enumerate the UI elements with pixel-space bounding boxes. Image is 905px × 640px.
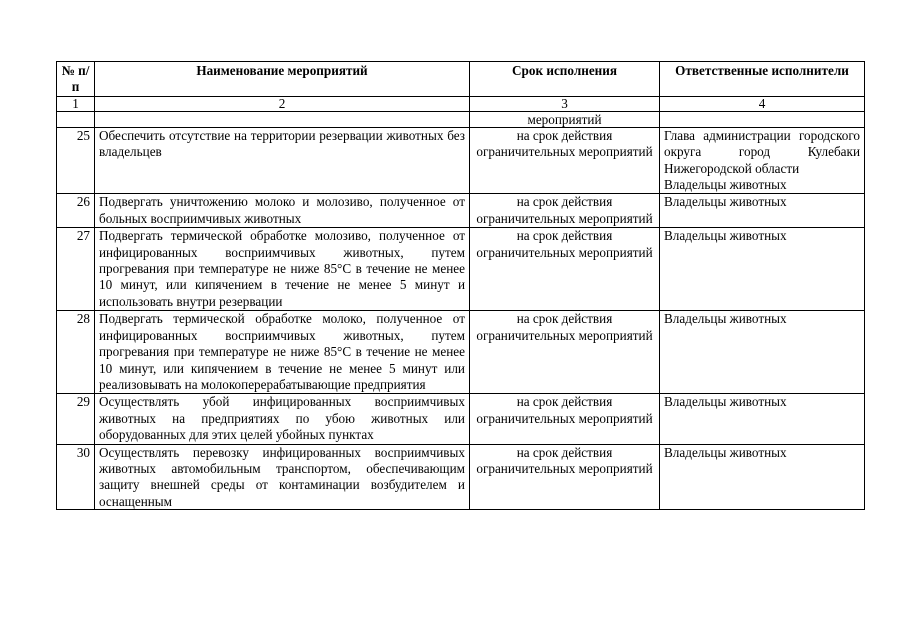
measure-responsible: Владельцы животных — [660, 444, 865, 509]
measure-name: Подвергать термической обработке молоко, полученное от инфицированных восприимчивых животных, путем прогревания при температуре не ниже 85°С в течение не менее 10 минут, или кипячением в течение не менее 5 минут или реализовывать на молокоперерабатывающие предприятия — [95, 311, 470, 394]
column-number: 2 — [95, 96, 470, 111]
measure-responsible — [660, 111, 865, 127]
measure-name: Подвергать термической обработке молозиво, полученное от инфицированных восприимчивых животных, путем прогревания при температуре не ниже 85°С в течение не менее 10 минут, или кипячением в течение не менее 5 минут и использовать внутри резервации — [95, 228, 470, 311]
table-row — [57, 127, 865, 194]
header-name: Наименование мероприятий — [95, 62, 470, 97]
row-number: 28 — [57, 311, 95, 394]
table-header-row — [57, 62, 865, 97]
header-num: № п/п — [57, 62, 95, 97]
table-row — [57, 311, 865, 394]
measure-responsible: Владельцы животных — [660, 311, 865, 394]
header-resp: Ответственные исполнители — [660, 62, 865, 97]
column-number: 4 — [660, 96, 865, 111]
row-number — [57, 111, 95, 127]
row-number: 26 — [57, 194, 95, 228]
responsible-administration: Глава администрации городского округа город Кулебаки Нижегородской области — [664, 127, 860, 176]
measure-name: Подвергать уничтожению молоко и молозиво, полученное от больных восприимчивых животных — [95, 194, 470, 228]
measures-table — [56, 61, 865, 510]
measure-term: мероприятий — [470, 111, 660, 127]
measure-name — [95, 444, 470, 509]
row-number: 25 — [57, 127, 95, 194]
table-row — [57, 228, 865, 311]
table-row — [57, 444, 865, 509]
header-term: Срок исполнения — [470, 62, 660, 97]
measure-name — [95, 111, 470, 127]
column-number: 1 — [57, 96, 95, 111]
measure-responsible — [660, 127, 865, 194]
measure-term: на срок действия ограничительных мероприятий — [470, 228, 660, 311]
row-number: 30 — [57, 444, 95, 509]
measure-responsible: Владельцы животных — [660, 194, 865, 228]
measure-name-text: Осуществлять перевозку инфицированных восприимчивых животных автомобильным транспортом, обеспечивающим защиту внешней среды от контаминации возбудителем и оснащенным — [99, 444, 465, 509]
measure-term: на срок действия ограничительных мероприятий — [470, 394, 660, 444]
measure-name: Осуществлять убой инфицированных восприимчивых животных на предприятиях по убою животных или оборудованных для этих целей убойных пунктах — [95, 394, 470, 444]
row-number: 27 — [57, 228, 95, 311]
row-number: 29 — [57, 394, 95, 444]
measure-responsible: Владельцы животных — [660, 394, 865, 444]
measure-term: на срок действия ограничительных мероприятий — [470, 194, 660, 228]
measure-term: на срок действия ограничительных мероприятий — [470, 127, 660, 194]
responsible-owners: Владельцы животных — [664, 177, 787, 193]
measure-name: Обеспечить отсутствие на территории резервации животных без владельцев — [95, 127, 470, 194]
column-numbers-row — [57, 96, 865, 111]
continuation-row — [57, 111, 865, 127]
measure-responsible: Владельцы животных — [660, 228, 865, 311]
measure-term: на срок действия ограничительных мероприятий — [470, 444, 660, 509]
table-row — [57, 194, 865, 228]
table-row — [57, 394, 865, 444]
column-number: 3 — [470, 96, 660, 111]
measure-term: на срок действия ограничительных мероприятий — [470, 311, 660, 394]
